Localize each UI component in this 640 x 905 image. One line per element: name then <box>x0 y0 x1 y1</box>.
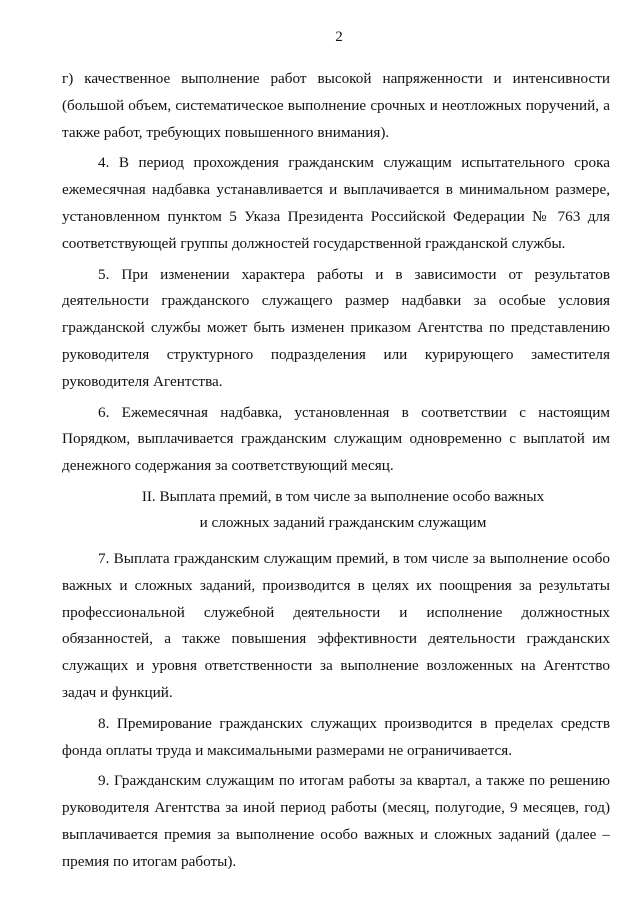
page-number: 2 <box>335 29 343 45</box>
section-heading-line-1: II. Выплата премий, в том числе за выполнение особо важных <box>141 487 545 505</box>
paragraph-6: 6. Ежемесячная надбавка, установленная в соответствии с настоящим Порядком, выплачивается гражданским служащим одновременно с выплатой им денежного содержания за соответствующий месяц. <box>62 403 610 475</box>
paragraph-5: 5. При изменении характера работы и в зависимости от результатов деятельности гражданского служащего размер надбавки за особые условия гражданской службы может быть изменен приказом Агентства по представлению руководителя структурного подразделения или курирующего заместителя руководителя Агентства. <box>62 265 610 390</box>
paragraph-9: 9. Гражданским служащим по итогам работы за квартал, а также по решению руководителя Агентства за иной период работы (месяц, полугодие, 9 месяцев, год) выплачивается премия за выполнение особо важных и сложных заданий (далее – премия по итогам работы). <box>62 772 610 870</box>
section-heading-line-2: и сложных заданий гражданским служащим <box>199 513 487 531</box>
section-heading <box>62 484 610 536</box>
paragraph-item-g: г) качественное выполнение работ высокой напряженности и интенсивности (большой объем, систематическое выполнение срочных и неотложных поручений, а также работ, требующих повышенного внимания). <box>62 70 610 141</box>
paragraph-7: 7. Выплата гражданским служащим премий, в том числе за выполнение особо важных и сложных заданий, производится в целях их поощрения за результаты профессиональной служебной деятельности и исполнение должностных обязанностей, а также повышения эффективности деятельности гражданских служащих и уровня ответственности за выполнение возложенных на Агентство задач и функций. <box>62 549 610 701</box>
paragraph-4: 4. В период прохождения гражданским служащим испытательного срока ежемесячная надбавка устанавливается и выплачивается в минимальном размере, установленном пунктом 5 Указа Президента Российской Федерации № 763 для соответствующей группы должностей государственной гражданской службы. <box>62 154 610 252</box>
paragraph-8: 8. Премирование гражданских служащих производится в пределах средств фонда оплаты труда и максимальными размерами не ограничивается. <box>62 714 610 759</box>
